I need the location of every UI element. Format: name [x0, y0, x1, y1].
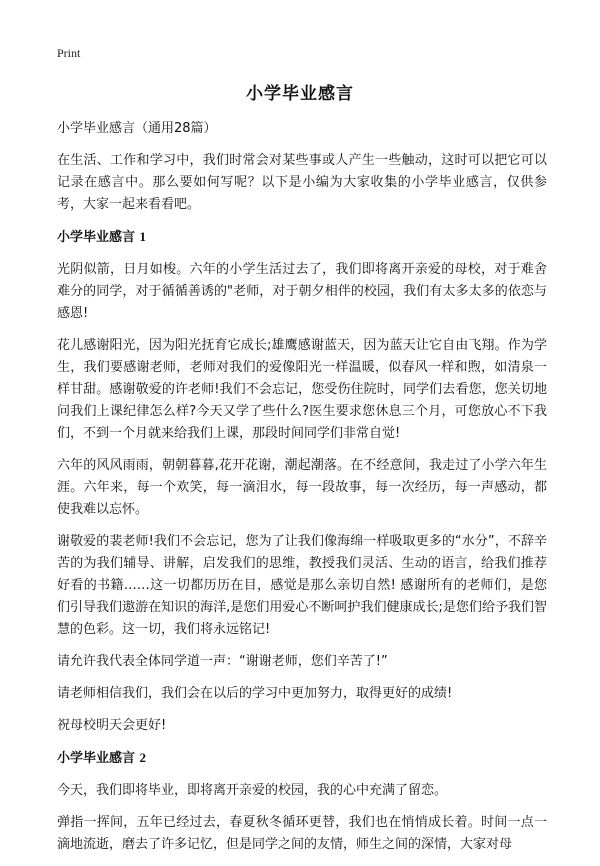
print-link[interactable]: Print	[57, 46, 81, 60]
paragraph: 弹指一挥间，五年已经过去，春夏秋冬循环更替，我们也在悄悄成长着。时间一点一滴地流逝，磨去了许多记忆，但是同学之间的友情，师生之间的深情，大家对母	[57, 815, 547, 852]
intro-paragraph: 在生活、工作和学习中，我们时常会对某些事或人产生一些触动，这时可以把它可以记录在感言中。那么要如何写呢？以下是小编为大家收集的小学毕业感言，仅供参考，大家一起来看看吧。	[57, 153, 547, 212]
paragraph: 祝母校明天会更好!	[57, 718, 167, 733]
paragraph: 六年的风风雨雨，朝朝暮暮,花开花谢，潮起潮落。在不经意间，我走过了小学六年生涯。六年来，每一个欢笑，每一滴泪水，每一段故事，每一次经历，每一声感动，都使我难以忘怀。	[57, 458, 547, 517]
page-title: 小学毕业感言	[246, 84, 354, 104]
section-heading-number: 1	[139, 229, 147, 244]
section-heading-2	[57, 747, 547, 770]
paragraph: 请允许我代表全体同学道一声：“谢谢老师，您们辛苦了!”	[57, 654, 388, 669]
paragraph: 谢敬爱的裴老师!我们不会忘记，您为了让我们像海绵一样吸取更多的“水分”，不辞辛苦的为我们辅导、讲解，启发我们的思维，教授我们灵活、生动的语言，给我们推荐好看的书籍……这一切都历历在目，感觉是那么亲切自然! 感谢所有的老师们，是您们引导我们遨游在知识的海洋,是您们用爱心不断呵护我们健康成长;是您们给予我们智慧的色彩。这一切，我们将永远铭记!	[57, 534, 547, 637]
article-subtitle: 小学毕业感言（通用28篇）	[57, 121, 217, 136]
paragraph: 今天，我们即将毕业，即将离开亲爱的校园，我的心中充满了留恋。	[57, 783, 448, 798]
article-body	[57, 118, 547, 866]
section-heading-1	[57, 226, 547, 249]
paragraph: 花儿感谢阳光，因为阳光抚育它成长;雄鹰感谢蓝天，因为蓝天让它自由飞翔。作为学生，我们要感谢老师，老师对我们的爱像阳光一样温暖，似春风一样和煦，如清泉一样甘甜。感谢敬爱的许老师!我们不会忘记，您受伤住院时，同学们去看您，您关切地问我们上课纪律怎么样?今天又学了些什么?医生要求您休息三个月，可您放心不下我们，不到一个月就来给我们上课，那段时间同学们非常自觉!	[57, 338, 547, 441]
paragraph: 请老师相信我们，我们会在以后的学习中更加努力，取得更好的成绩!	[57, 686, 453, 701]
paragraph: 光阴似箭，日月如梭。六年的小学生活过去了，我们即将离开亲爱的母校，对于难舍难分的同学，对于循循善诱的"老师，对于朝夕相伴的校园，我们有太多太多的依恋与感恩!	[57, 262, 547, 321]
section-heading-number: 2	[139, 750, 147, 765]
section-heading-text: 小学毕业感言	[57, 230, 136, 245]
section-heading-text: 小学毕业感言	[57, 751, 136, 766]
